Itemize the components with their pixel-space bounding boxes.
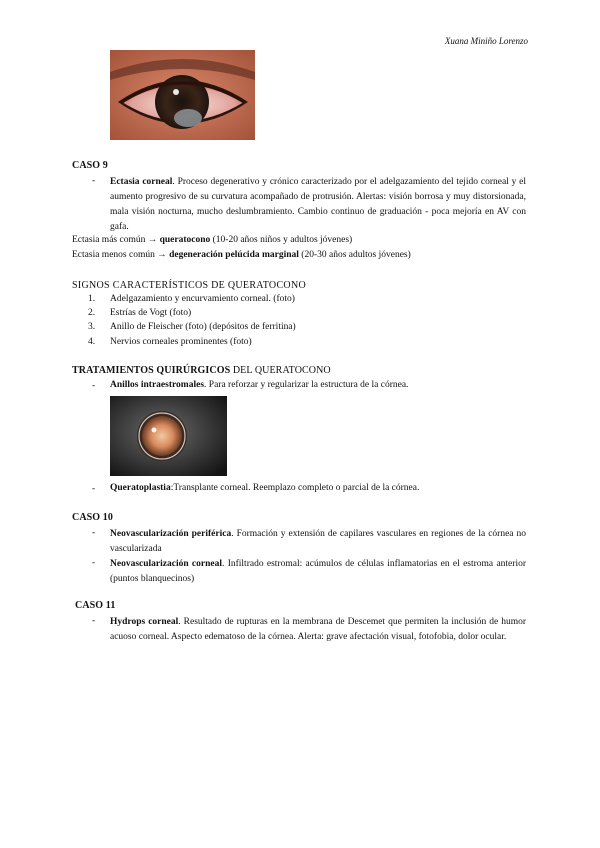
caso9-heading: CASO 9 (72, 160, 108, 171)
term-neovasc-periferica: Neovascularización periférica (110, 529, 232, 539)
bullet-dash: - (92, 176, 96, 186)
term-ectasia: Ectasia corneal (110, 177, 173, 187)
intrastromal-ring-photo (110, 396, 227, 476)
line2-post: (20-30 años adultos jóvenes) (298, 250, 411, 260)
tratamientos-item-2 (110, 483, 419, 493)
term-degeneracion: degeneración pelúcida marginal (169, 250, 299, 260)
caso11-item-text: . Resultado de rupturas en la membrana de Descemet que permiten la inclusión de humor acuoso corneal. Aspecto edematoso de la córnea. Alerta: grave afectación visual, fotofobia, dolor ocular. (110, 617, 526, 642)
term-queratocono: queratocono (159, 235, 211, 245)
line2-pre: Ectasia menos común → (72, 250, 170, 260)
term-hydrops: Hydrops corneal (110, 617, 179, 627)
tratamientos-heading (72, 365, 331, 376)
line1-pre: Ectasia más común → (72, 235, 160, 245)
caso10-item-1-text: . Formación y extensión de capilares vasculares en regiones de la córnea no vascularizada (110, 529, 527, 554)
signos-num-4: 4. (88, 337, 96, 347)
line1-post: (10-20 años niños y adultos jóvenes) (210, 235, 353, 245)
tratamientos-item-2-text: :Transplante corneal. Reemplazo completo o parcial de la córnea. (170, 483, 420, 493)
bullet-dash: - (92, 381, 96, 391)
caso10-item-2 (110, 557, 526, 587)
tratamientos-heading-a: TRATAMIENTOS QUIRÚRGICOS (72, 365, 231, 376)
signos-item-2: Estrías de Vogt (foto) (110, 308, 192, 318)
term-queratoplastia: Queratoplastia (110, 483, 171, 493)
tratamientos-item-1-text: . Para reforzar y regularizar la estructura de la córnea. (204, 380, 409, 390)
signos-item-3: Anillo de Fleischer (foto) (depósitos de ferritina) (110, 322, 296, 332)
signos-num-3: 3. (88, 322, 96, 332)
signos-num-1: 1. (88, 294, 96, 304)
caso10-item-1 (110, 527, 526, 557)
caso9-item (110, 175, 526, 235)
caso11-item (110, 615, 526, 645)
caso9-line1 (72, 235, 352, 245)
caso9-line2 (72, 250, 411, 260)
signos-item-1: Adelgazamiento y encurvamiento corneal. (foto) (110, 294, 295, 304)
caso9-item-text: . Proceso degenerativo y crónico caracterizado por el adelgazamiento del tejido corneal y el aumento progresivo de su curvatura acompañado de protrusión. Alertas: visión borrosa y muy distorsionada, mala visión nocturna, mucho deslumbramiento. Cambio continuo de graduación - poca mejoría en AV con gafa. (110, 177, 526, 232)
eye-photo (110, 50, 255, 140)
term-anillos: Anillos intraestromales (110, 380, 205, 390)
author-name: Xuana Miniño Lorenzo (444, 36, 528, 46)
bullet-dash: - (92, 558, 96, 568)
tratamientos-heading-b: DEL QUERATOCONO (230, 365, 331, 376)
tratamientos-item-1 (110, 380, 408, 390)
bullet-dash: - (92, 484, 96, 494)
signos-item-4: Nervios corneales prominentes (foto) (110, 337, 252, 347)
caso10-item-2-text: . Infiltrado estromal: acúmulos de células inflamatorias en el estroma anterior (puntos blanquecinos) (110, 559, 526, 584)
caso11-heading: CASO 11 (75, 600, 116, 611)
bullet-dash: - (92, 616, 96, 626)
caso10-heading: CASO 10 (72, 512, 113, 523)
signos-num-2: 2. (88, 308, 96, 318)
bullet-dash: - (92, 528, 96, 538)
signos-heading: SIGNOS CARACTERÍSTICOS DE QUERATOCONO (72, 280, 306, 291)
term-neovasc-corneal: Neovascularización corneal (110, 559, 223, 569)
